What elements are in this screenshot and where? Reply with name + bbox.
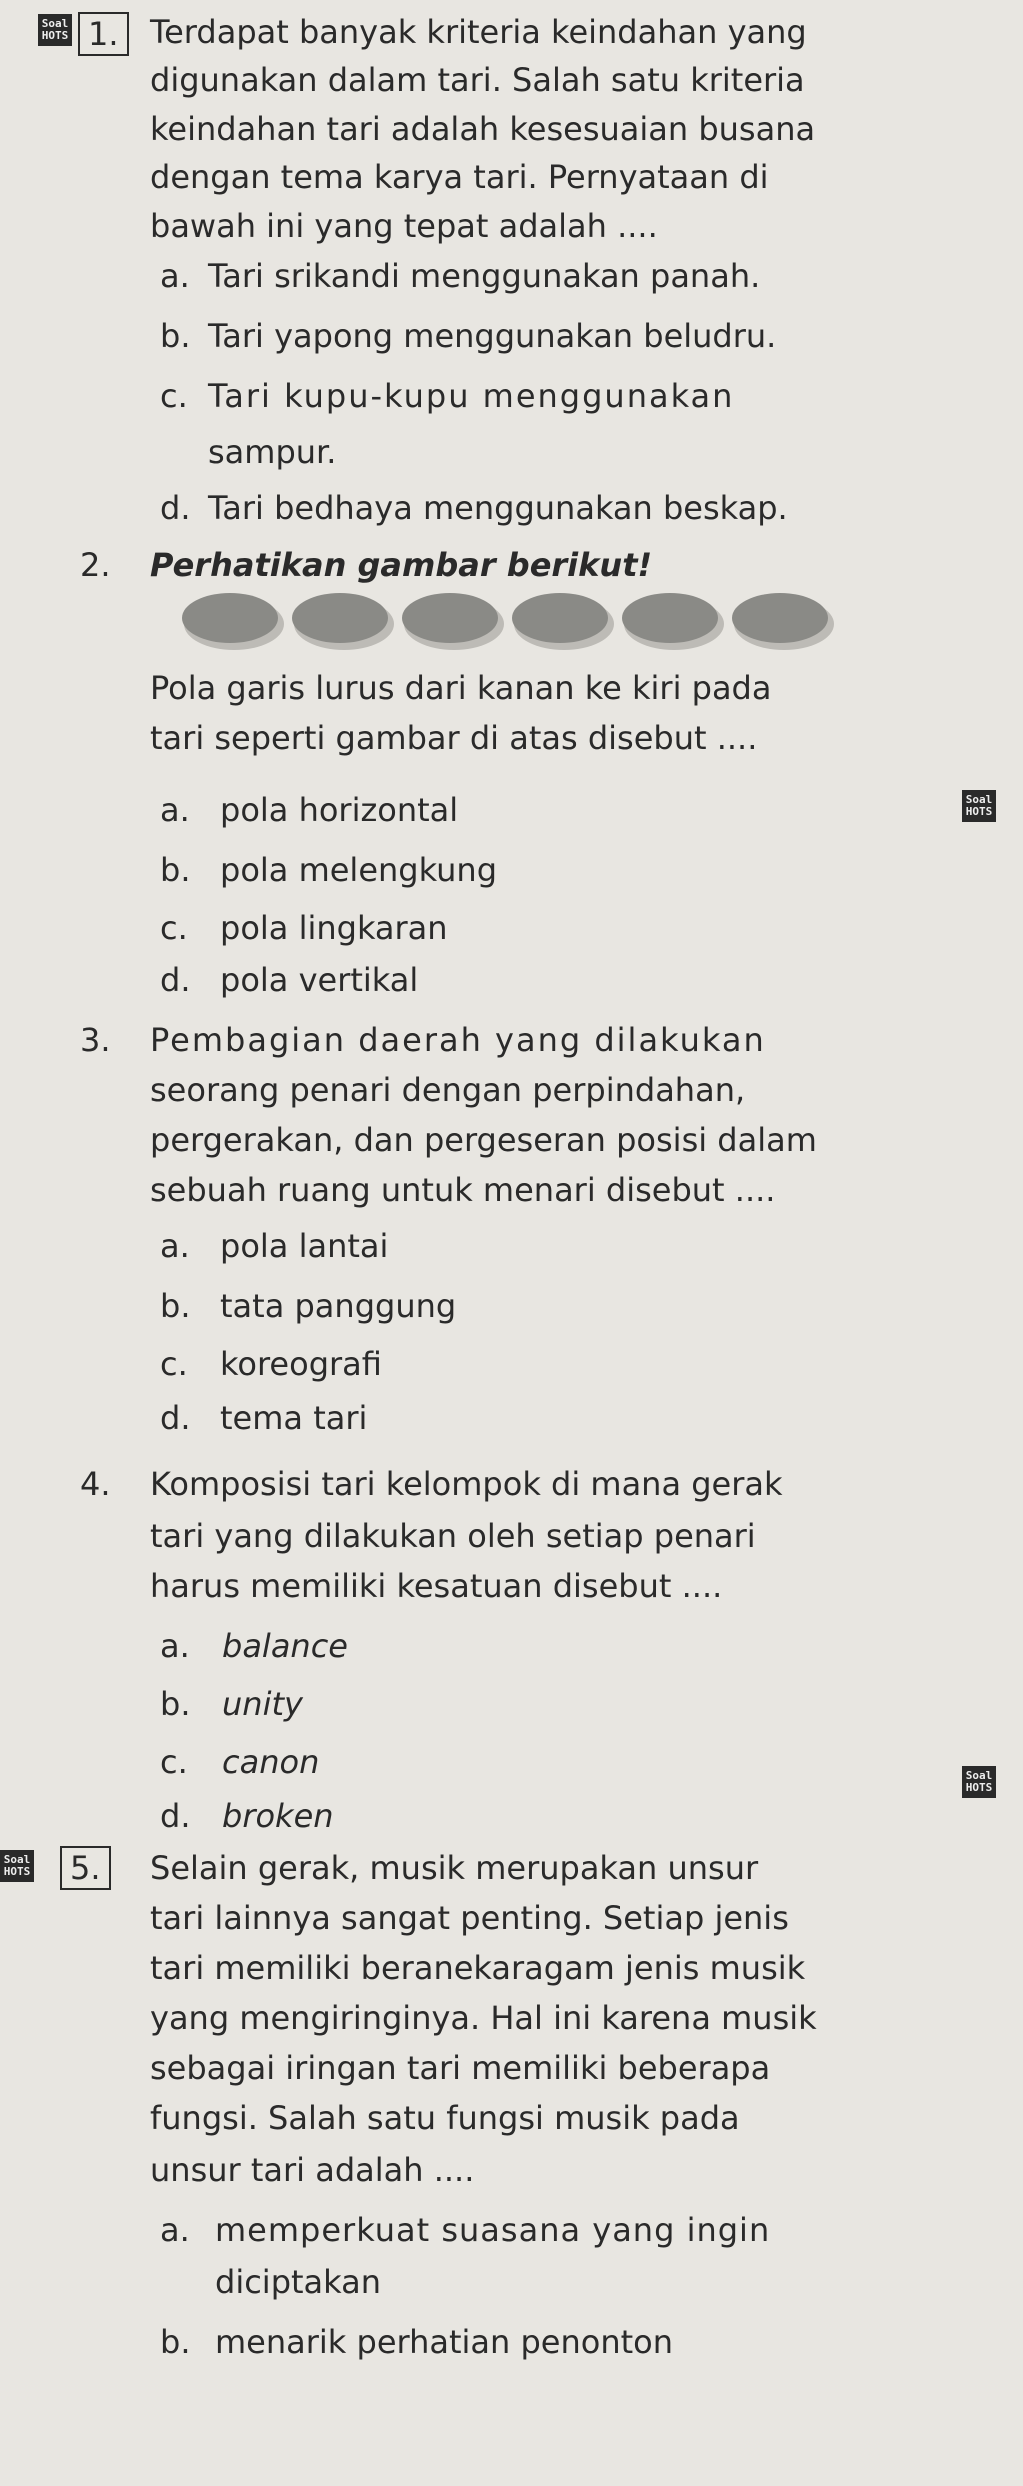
- option-text: pola melengkung: [220, 851, 498, 889]
- question-4-line: tari yang dilakukan oleh setiap penari: [150, 1517, 756, 1555]
- option-letter: d.: [160, 1797, 191, 1835]
- option-letter: b.: [160, 1287, 191, 1325]
- question-5-line: sebagai iringan tari memiliki beberapa: [150, 2049, 771, 2087]
- question-2-heading: Perhatikan gambar berikut!: [150, 546, 653, 584]
- question-5-line: yang mengiringinya. Hal ini karena musik: [150, 1999, 817, 2037]
- question-1-line: keindahan tari adalah kesesuaian busana: [150, 110, 816, 148]
- option-text: pola lingkaran: [220, 909, 448, 947]
- option-letter: b.: [160, 1685, 191, 1723]
- question-number-2: 2.: [80, 546, 111, 584]
- dancer-marker: [512, 593, 608, 643]
- option-text: balance: [222, 1627, 348, 1665]
- question-4-line: Komposisi tari kelompok di mana gerak: [150, 1465, 783, 1503]
- option-letter: c.: [160, 1743, 188, 1781]
- option-text: Tari srikandi menggunakan panah.: [208, 257, 761, 295]
- option-text: sampur.: [208, 433, 337, 471]
- option-text: canon: [222, 1743, 320, 1781]
- question-5-line: fungsi. Salah satu fungsi musik pada: [150, 2099, 740, 2137]
- question-1-line: Terdapat banyak kriteria keindahan yang: [150, 13, 807, 51]
- option-text: pola lantai: [220, 1227, 389, 1265]
- option-letter: c.: [160, 1345, 188, 1383]
- option-text: diciptakan: [215, 2263, 382, 2301]
- question-3-line: seorang penari dengan perpindahan,: [150, 1071, 746, 1109]
- option-text: Tari bedhaya menggunakan beskap.: [208, 489, 788, 527]
- question-number-1: 1.: [78, 12, 129, 56]
- option-letter: d.: [160, 1399, 191, 1437]
- question-number-4: 4.: [80, 1465, 111, 1503]
- question-5-line: unsur tari adalah ....: [150, 2151, 475, 2189]
- option-text: pola horizontal: [220, 791, 459, 829]
- question-1-line: dengan tema karya tari. Pernyataan di: [150, 158, 769, 196]
- dancer-marker: [732, 593, 828, 643]
- question-2-line: tari seperti gambar di atas disebut ....: [150, 719, 758, 757]
- hots-badge: Soal HOTS: [38, 14, 72, 46]
- option-letter: b.: [160, 317, 191, 355]
- option-text: pola vertikal: [220, 961, 419, 999]
- question-3-line: sebuah ruang untuk menari disebut ....: [150, 1171, 776, 1209]
- option-letter: c.: [160, 377, 188, 415]
- option-letter: a.: [160, 1227, 190, 1265]
- hots-badge: Soal HOTS: [962, 1766, 996, 1798]
- question-number-3: 3.: [80, 1021, 111, 1059]
- dancer-marker: [292, 593, 388, 643]
- question-1-line: digunakan dalam tari. Salah satu kriteria: [150, 61, 805, 99]
- question-number-5: 5.: [60, 1846, 111, 1890]
- question-5-line: tari memiliki beranekaragam jenis musik: [150, 1949, 806, 1987]
- question-5-line: tari lainnya sangat penting. Setiap jenis: [150, 1899, 789, 1937]
- option-text: memperkuat suasana yang ingin: [215, 2211, 771, 2249]
- hots-badge: Soal HOTS: [0, 1850, 34, 1882]
- option-text: Tari kupu-kupu menggunakan: [208, 377, 735, 415]
- option-text: tema tari: [220, 1399, 368, 1437]
- question-1-line: bawah ini yang tepat adalah ....: [150, 207, 658, 245]
- option-text: tata panggung: [220, 1287, 457, 1325]
- option-letter: b.: [160, 851, 191, 889]
- question-4-line: harus memiliki kesatuan disebut ....: [150, 1567, 723, 1605]
- option-letter: a.: [160, 1627, 190, 1665]
- option-text: menarik perhatian penonton: [215, 2323, 674, 2361]
- option-letter: c.: [160, 909, 188, 947]
- question-2-line: Pola garis lurus dari kanan ke kiri pada: [150, 669, 772, 707]
- question-5-line: Selain gerak, musik merupakan unsur: [150, 1849, 759, 1887]
- question-3-line: pergerakan, dan pergeseran posisi dalam: [150, 1121, 817, 1159]
- option-letter: a.: [160, 257, 190, 295]
- option-letter: b.: [160, 2323, 191, 2361]
- option-text: broken: [222, 1797, 334, 1835]
- hots-badge: Soal HOTS: [962, 790, 996, 822]
- floor-pattern-figure: [180, 578, 840, 658]
- option-text: koreografi: [220, 1345, 382, 1383]
- dancer-marker: [402, 593, 498, 643]
- option-letter: d.: [160, 489, 191, 527]
- option-letter: d.: [160, 961, 191, 999]
- question-3-line: Pembagian daerah yang dilakukan: [150, 1021, 766, 1059]
- option-text: Tari yapong menggunakan beludru.: [208, 317, 777, 355]
- option-text: unity: [222, 1685, 303, 1723]
- option-letter: a.: [160, 2211, 190, 2249]
- dancer-marker: [622, 593, 718, 643]
- dancer-marker: [182, 593, 278, 643]
- option-letter: a.: [160, 791, 190, 829]
